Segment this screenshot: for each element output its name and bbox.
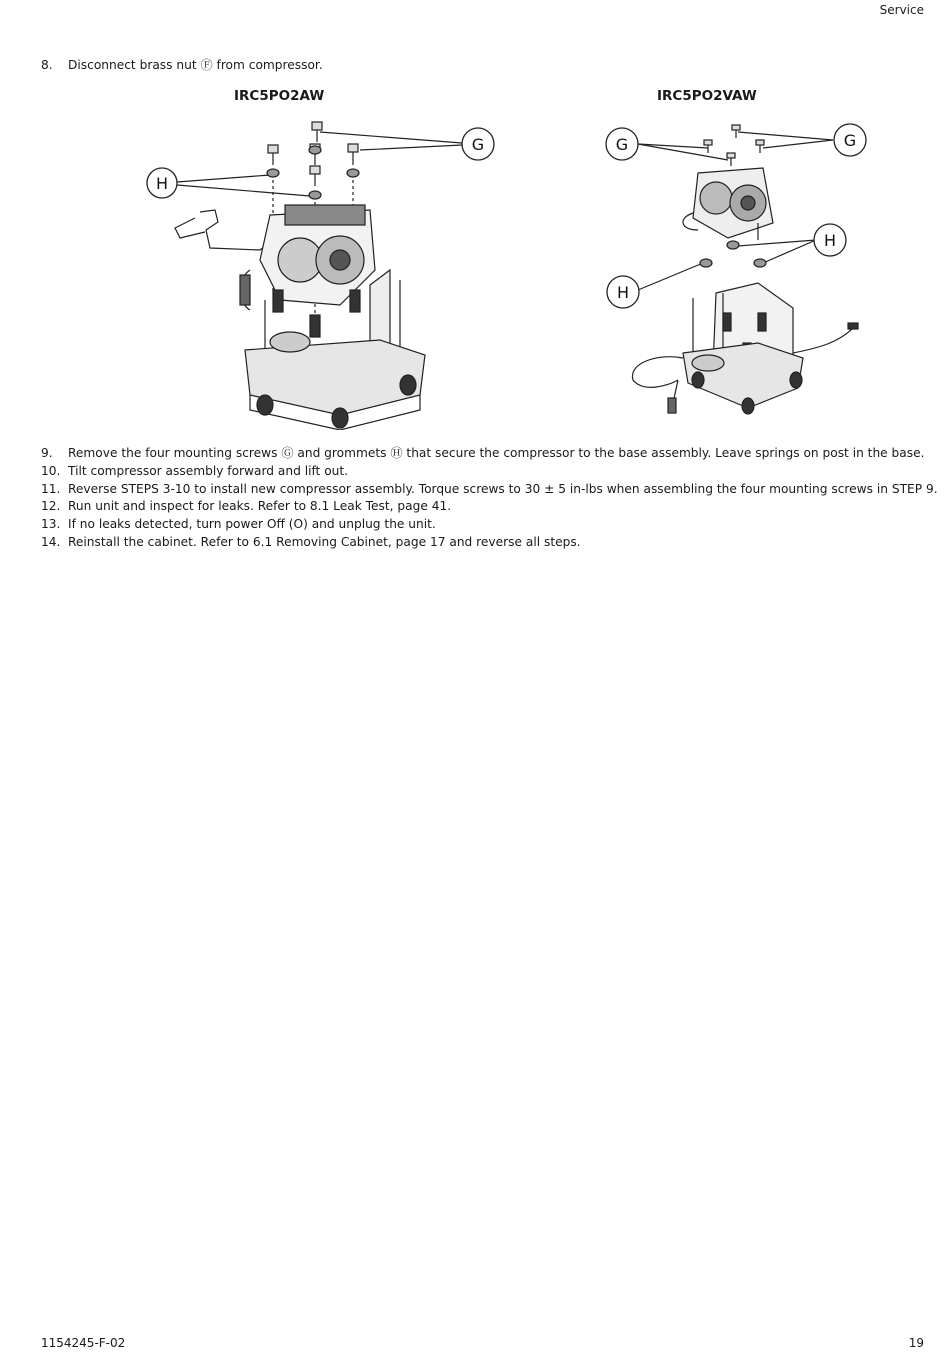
document-number: 1154245-F-02 xyxy=(41,1336,126,1350)
step-text: Run unit and inspect for leaks. Refer to 8.1 Leak Test, page 41. xyxy=(68,499,452,514)
figure-title-right: IRC5PO2VAW xyxy=(657,88,757,104)
callout-h-label: H xyxy=(155,174,169,193)
step-number: 13. xyxy=(41,517,61,532)
step-number: 8. xyxy=(41,58,53,72)
step-8 xyxy=(41,57,323,75)
figure-title-left: IRC5PO2AW xyxy=(234,88,325,104)
steps-list xyxy=(41,445,938,552)
step-number: 11. xyxy=(41,481,61,496)
page-number: 19 xyxy=(908,1336,924,1350)
step-number: 10. xyxy=(41,463,61,478)
step-number: 14. xyxy=(41,534,61,549)
step-text: Tilt compressor assembly forward and lift out. xyxy=(68,463,349,478)
step-13 xyxy=(41,516,938,534)
running-header: Service xyxy=(879,3,924,17)
step-text: Disconnect brass nut Ⓕ from compressor. xyxy=(68,58,323,72)
step-11 xyxy=(41,481,938,499)
step-10 xyxy=(41,463,938,481)
step-text: Reinstall the cabinet. Refer to 6.1 Removing Cabinet, page 17 and reverse all steps. xyxy=(68,534,581,549)
callout-g-label: G xyxy=(471,135,485,154)
callout-h-label: H xyxy=(823,231,837,250)
figure-irc5po2vaw-diagram xyxy=(598,118,888,428)
step-text: Remove the four mounting screws Ⓖ and grommets Ⓗ that secure the compressor to the base assembly. Leave springs on post in the base. xyxy=(68,446,925,460)
step-9 xyxy=(41,445,938,463)
step-text: Reverse STEPS 3-10 to install new compressor assembly. Torque screws to 30 ± 5 in-lbs when assembling the four mounting screws in STEP 9. xyxy=(68,481,938,496)
callout-g-label: G xyxy=(615,135,629,154)
step-14 xyxy=(41,534,938,552)
step-text: If no leaks detected, turn power Off (O) and unplug the unit. xyxy=(68,517,436,532)
callout-h-label: H xyxy=(616,283,630,302)
figure-irc5po2aw-diagram xyxy=(140,110,510,430)
step-12 xyxy=(41,498,938,516)
callout-g-label: G xyxy=(843,131,857,150)
step-number: 12. xyxy=(41,499,61,514)
step-number: 9. xyxy=(41,446,53,460)
